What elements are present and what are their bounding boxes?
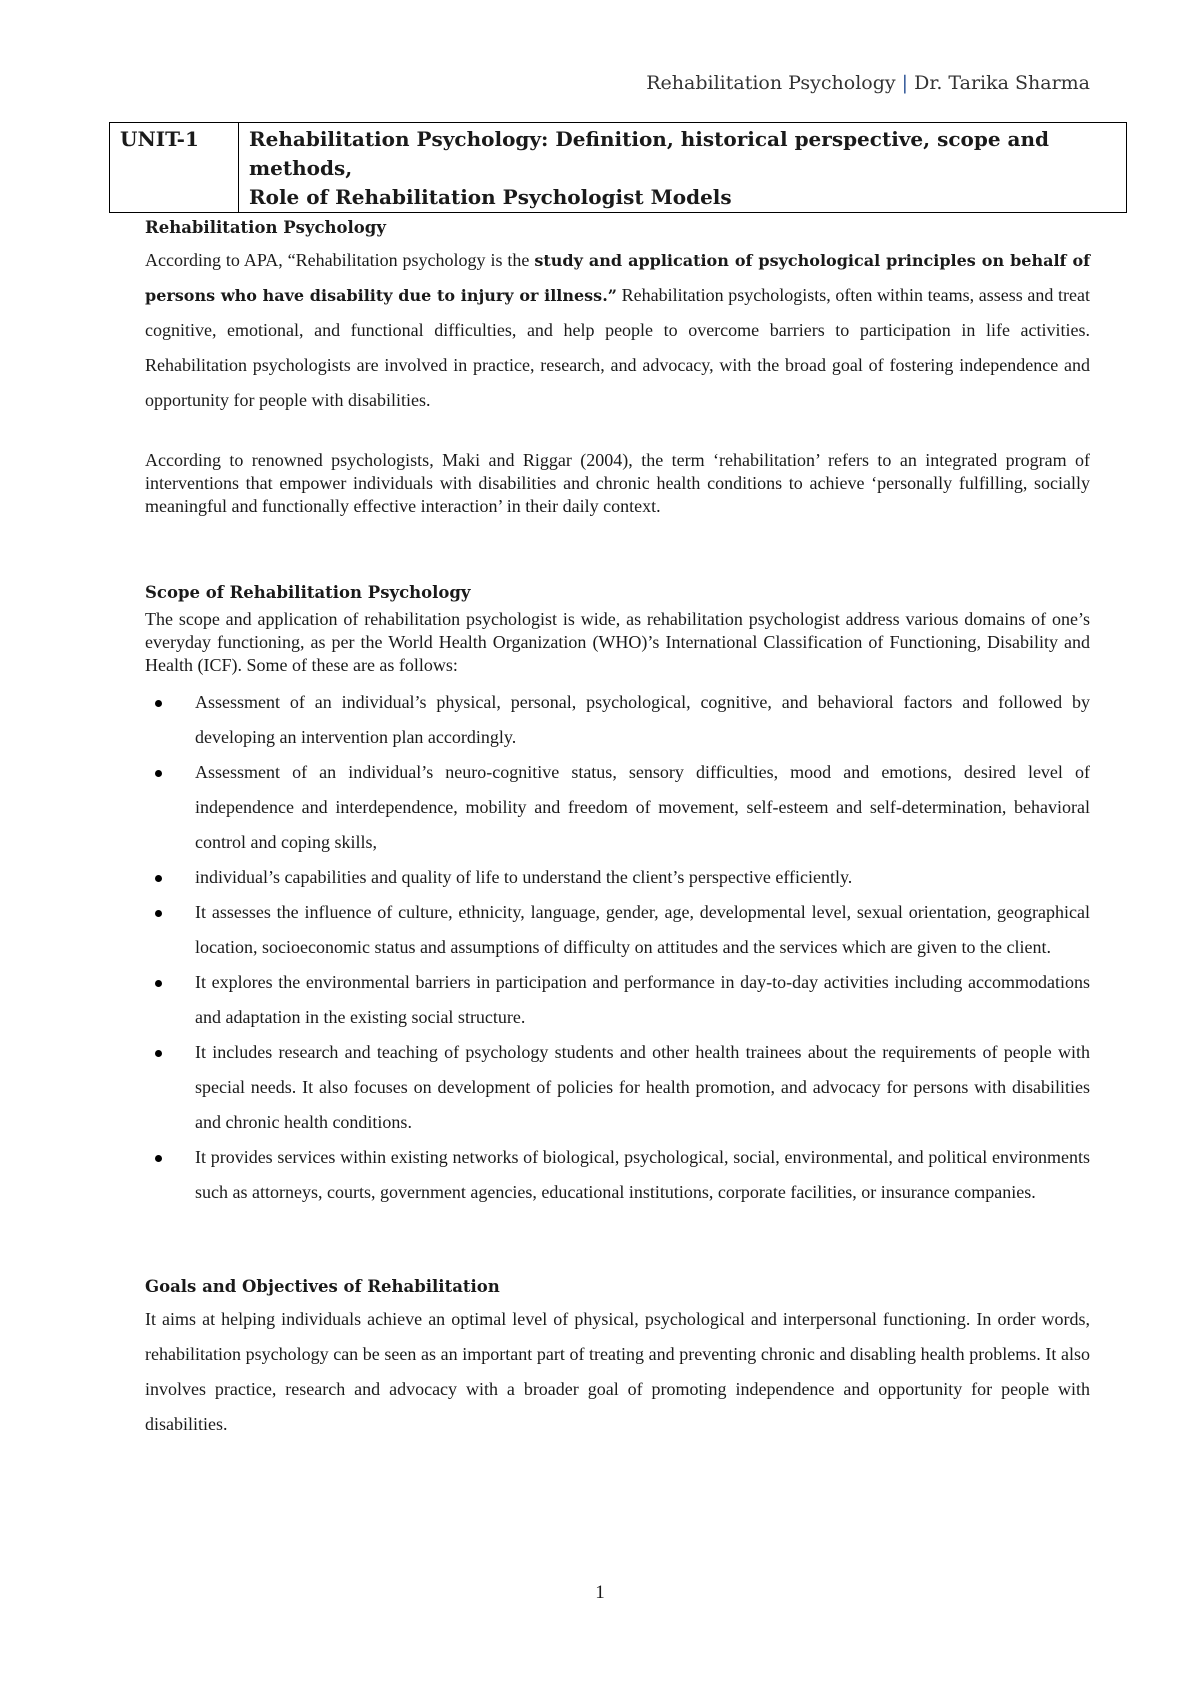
maki-riggar-paragraph: According to renowned psychologists, Maki and Riggar (2004), the term ‘rehabilitation’ refers to an integrated program of interventions that empower individuals with disabilities and chronic health conditions to achieve ‘personally fulfilling, socially meaningful and functionally effective interaction’ in their daily context. [145, 450, 1090, 516]
page-number: 1 [595, 1582, 605, 1603]
page-header [646, 72, 1090, 94]
unit-title [239, 123, 1127, 213]
bullet-dot-icon [155, 1050, 162, 1057]
header-author: Dr. Tarika Sharma [914, 72, 1090, 94]
list-item: It assesses the influence of culture, ethnicity, language, gender, age, developmental level, sexual orientation, geographical location, socioeconomic status and assumptions of difficulty on attitudes and the services which are given to the client. [145, 895, 1090, 965]
section-heading-rehabilitation-psychology: Rehabilitation Psychology [145, 218, 386, 237]
apa-rest: Rehabilitation psychologists, often within teams, assess and treat cognitive, emotional, and functional difficulties, and help people to overcome barriers to participation in life activities. Rehabilitation psychologists are involved in practice, research, and advocacy, with the broad goal of fostering independence and opportunity for people with disabilities. [145, 285, 1091, 410]
apa-bold-definition: study and application of psychological principles on behalf of persons who have disability due to injury or illness.” [145, 251, 1090, 305]
scope-intro-paragraph: The scope and application of rehabilitation psychologist is wide, as rehabilitation psychologist address various domains of one’s everyday functioning, as per the World Health Organization (WHO)’s International Classification of Functioning, Disability and Health (ICF). Some of these are as follows: [145, 609, 1090, 675]
list-item: individual’s capabilities and quality of life to understand the client’s perspective efficiently. [145, 860, 1090, 895]
scope-bullet-list [145, 685, 1090, 1210]
bullet-dot-icon [155, 875, 162, 882]
list-item: It provides services within existing networks of biological, psychological, social, environmental, and political environments such as attorneys, courts, government agencies, educational institutions, corporate facilities, or insurance companies. [145, 1140, 1090, 1210]
section-heading-scope: Scope of Rehabilitation Psychology [145, 583, 471, 602]
list-item: It includes research and teaching of psychology students and other health trainees about the requirements of people with special needs. It also focuses on development of policies for health promotion, and advocacy for persons with disabilities and chronic health conditions. [145, 1035, 1090, 1140]
document-body [145, 213, 1090, 1442]
bullet-dot-icon [155, 1155, 162, 1162]
list-item: It explores the environmental barriers in participation and performance in day-to-day activities including accommodations and adaptation in the existing social structure. [145, 965, 1090, 1035]
apa-definition-paragraph [145, 243, 1090, 418]
list-item: Assessment of an individual’s neuro-cognitive status, sensory difficulties, mood and emotions, desired level of independence and interdependence, mobility and freedom of movement, self-esteem and self-determination, behavioral control and coping skills, [145, 755, 1090, 860]
bullet-dot-icon [155, 910, 162, 917]
section-heading-goals: Goals and Objectives of Rehabilitation [145, 1277, 500, 1296]
header-separator: | [901, 72, 909, 94]
bullet-dot-icon [155, 980, 162, 987]
bullet-dot-icon [155, 770, 162, 777]
header-subject: Rehabilitation Psychology [646, 72, 896, 94]
unit-title-line1: Rehabilitation Psychology: Definition, historical perspective, scope and methods, [249, 127, 1049, 180]
goals-paragraph: It aims at helping individuals achieve an optimal level of physical, psychological and interpersonal functioning. In order words, rehabilitation psychology can be seen as an important part of treating and preventing chronic and disabling health problems. It also involves practice, research and advocacy with a broader goal of promoting independence and opportunity for people with disabilities. [145, 1309, 1090, 1434]
list-item: Assessment of an individual’s physical, personal, psychological, cognitive, and behavioral factors and followed by developing an intervention plan accordingly. [145, 685, 1090, 755]
bullet-dot-icon [155, 700, 162, 707]
unit-title-box [109, 122, 1127, 213]
apa-intro: According to APA, “Rehabilitation psychology is the [145, 250, 535, 270]
unit-label: UNIT-1 [110, 123, 239, 213]
unit-title-line2: Role of Rehabilitation Psychologist Models [249, 185, 732, 209]
